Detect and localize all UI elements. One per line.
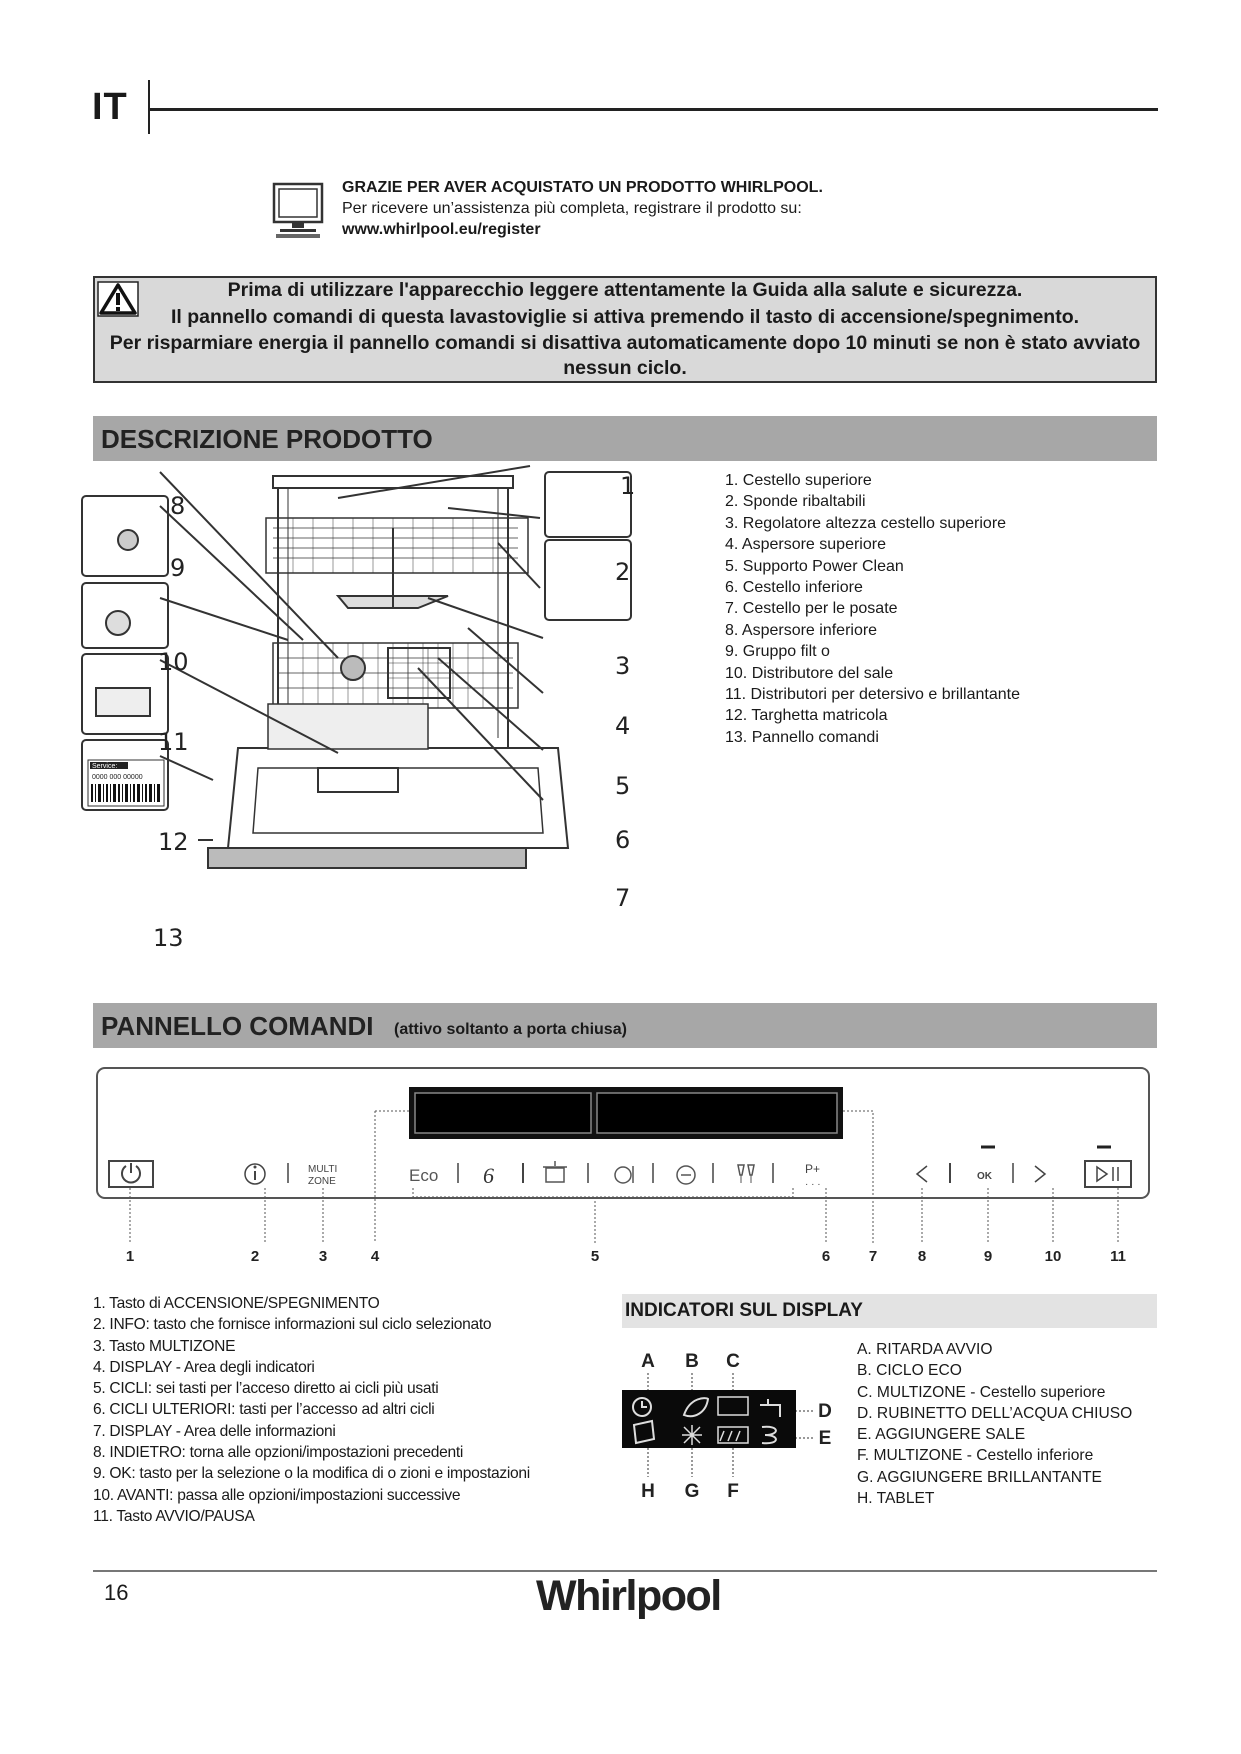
indicator-letter-c: C — [726, 1351, 740, 1372]
list-item: D. RUBINETTO DELL’ACQUA CHIUSO — [857, 1404, 1133, 1422]
warning-line-2: Il pannello comandi di questa lavastoviglie si attiva premendo il tasto di accensione/spegnimento. — [170, 306, 1080, 328]
rinse-aid-icon — [682, 1425, 702, 1445]
list-item: 10. Distributore del sale — [725, 664, 894, 682]
list-item: A. RITARDA AVVIO — [857, 1341, 993, 1358]
callout-7: 7 — [615, 884, 631, 912]
indicator-letter-g: G — [684, 1481, 700, 1502]
callout-5: 5 — [615, 772, 631, 800]
panel-number-3: 3 — [318, 1248, 328, 1265]
panel-number-9: 9 — [983, 1248, 993, 1265]
list-item: 9. OK: tasto per la selezione o la modifica di o zioni e impostazioni — [93, 1465, 530, 1483]
callout-12: 12 — [158, 828, 189, 856]
warning-line-4: nessun ciclo. — [563, 357, 687, 379]
list-item: C. MULTIZONE - Cestello superiore — [857, 1383, 1106, 1401]
dishwasher-diagram — [88, 468, 690, 960]
callout-4: 4 — [615, 712, 631, 740]
panel-number-10: 10 — [1044, 1248, 1062, 1265]
indicator-letter-e: E — [818, 1428, 832, 1449]
callout-6: 6 — [615, 826, 631, 854]
list-item: 2. INFO: tasto che fornisce informazioni sul ciclo selezionato — [93, 1316, 492, 1334]
brand-logo: Whirlpool — [536, 1572, 721, 1620]
list-item: 5. CICLI: sei tasti per l’acceso diretto ai cicli più usati — [93, 1380, 439, 1398]
indicators-title: INDICATORI SUL DISPLAY — [625, 1300, 863, 1321]
display-indicators-diagram — [620, 1345, 840, 1505]
list-item: 7. Cestello per le posate — [725, 600, 898, 618]
section-title-product: DESCRIZIONE PRODOTTO — [101, 424, 433, 454]
registration-thanks: GRAZIE PER AVER ACQUISTATO UN PRODOTTO WHIRLPOOL. — [342, 179, 823, 196]
panel-number-8: 8 — [917, 1248, 927, 1265]
list-item: 9. Gruppo filt o — [725, 643, 830, 661]
start-pause-button[interactable] — [1085, 1161, 1131, 1187]
indicator-letter-b: B — [685, 1351, 699, 1372]
indicator-letter-a: A — [641, 1351, 655, 1372]
section-subtitle-panel: (attivo soltanto a porta chiusa) — [394, 1021, 627, 1038]
panel-controls-list — [93, 1293, 530, 1527]
list-item: 11. Tasto AVVIO/PAUSA — [93, 1507, 255, 1525]
monitor-icon — [272, 182, 324, 240]
list-item: 12. Targhetta matricola — [725, 707, 888, 725]
list-item: 4. Aspersore superiore — [725, 536, 886, 554]
list-item: 8. INDIETRO: torna alle opzioni/impostazioni precedenti — [93, 1444, 464, 1462]
callout-8: 8 — [170, 492, 186, 520]
callout-9: 9 — [170, 554, 186, 582]
header-divider-tick — [148, 80, 150, 134]
service-number: 0000 000 00000 — [92, 774, 143, 781]
more-cycles-dots: · · · — [805, 1179, 821, 1190]
language-code: IT — [92, 86, 128, 128]
more-cycles-button[interactable]: P+ — [805, 1162, 821, 1176]
multizone-label-1[interactable]: MULTI — [308, 1164, 338, 1175]
callout-1: 1 — [620, 472, 636, 500]
cycle-6th-sense-button[interactable]: 6 — [483, 1163, 494, 1188]
panel-number-5: 5 — [590, 1248, 600, 1265]
list-item: G. AGGIUNGERE BRILLANTANTE — [857, 1468, 1102, 1486]
section-title-panel: PANNELLO COMANDI — [101, 1011, 374, 1041]
indicator-letter-d: D — [818, 1401, 832, 1422]
product-parts-list — [725, 470, 1020, 748]
list-item: 5. Supporto Power Clean — [725, 557, 904, 575]
registration-url[interactable]: www.whirlpool.eu/register — [342, 221, 541, 238]
list-item: 3. Tasto MULTIZONE — [93, 1337, 236, 1355]
list-item: 6. Cestello inferiore — [725, 579, 863, 597]
panel-number-6: 6 — [821, 1248, 831, 1265]
indicator-letter-f: F — [727, 1481, 739, 1502]
list-item: E. AGGIUNGERE SALE — [857, 1426, 1026, 1444]
header-rule — [148, 108, 1158, 111]
list-item: 7. DISPLAY - Area delle informazioni — [93, 1422, 336, 1440]
panel-number-2: 2 — [250, 1248, 260, 1265]
warning-line-1: Prima di utilizzare l'apparecchio leggere attentamente la Guida alla salute e sicurezza. — [227, 279, 1023, 301]
list-item: 6. CICLI ULTERIORI: tasti per l’accesso ad altri cicli — [93, 1401, 435, 1419]
callout-3: 3 — [615, 652, 631, 680]
list-item: 8. Aspersore inferiore — [725, 621, 878, 639]
callout-13: 13 — [153, 924, 184, 952]
list-item: F. MULTIZONE - Cestello inferiore — [857, 1447, 1094, 1465]
power-button[interactable] — [109, 1161, 153, 1187]
list-item: 11. Distributori per detersivo e brillantante — [725, 686, 1020, 704]
panel-number-7: 7 — [868, 1248, 878, 1265]
ok-button[interactable]: OK — [977, 1171, 992, 1182]
panel-number-1: 1 — [125, 1248, 135, 1265]
callout-2: 2 — [615, 558, 631, 586]
panel-number-11: 11 — [1110, 1248, 1126, 1265]
indicators-list — [857, 1339, 1132, 1509]
list-item: 10. AVANTI: passa alle opzioni/impostazioni successive — [93, 1486, 461, 1504]
list-item: H. TABLET — [857, 1490, 935, 1508]
callout-11: 11 — [158, 728, 189, 756]
page-number: 16 — [104, 1580, 129, 1605]
list-item: 3. Regolatore altezza cestello superiore — [725, 514, 1007, 532]
list-item: 1. Tasto di ACCENSIONE/SPEGNIMENTO — [93, 1295, 380, 1312]
list-item: 13. Pannello comandi — [725, 728, 879, 746]
list-item: 2. Sponde ribaltabili — [725, 493, 866, 511]
list-item: B. CICLO ECO — [857, 1362, 962, 1380]
indicator-letter-h: H — [641, 1481, 655, 1502]
service-label: Service: — [92, 763, 118, 770]
warning-line-3: Per risparmiare energia il pannello comandi si disattiva automaticamente dopo 10 minuti se non è stato avviato — [109, 332, 1141, 354]
control-panel-diagram — [93, 1063, 1157, 1265]
panel-number-4: 4 — [370, 1248, 380, 1265]
registration-text: Per ricevere un’assistenza più completa, registrare il prodotto su: — [342, 200, 802, 217]
list-item: 4. DISPLAY - Area degli indicatori — [93, 1358, 315, 1376]
multizone-label-2[interactable]: ZONE — [308, 1176, 336, 1187]
list-item: 1. Cestello superiore — [725, 472, 872, 489]
eco-button[interactable]: Eco — [409, 1166, 439, 1185]
callout-10: 10 — [158, 648, 189, 676]
